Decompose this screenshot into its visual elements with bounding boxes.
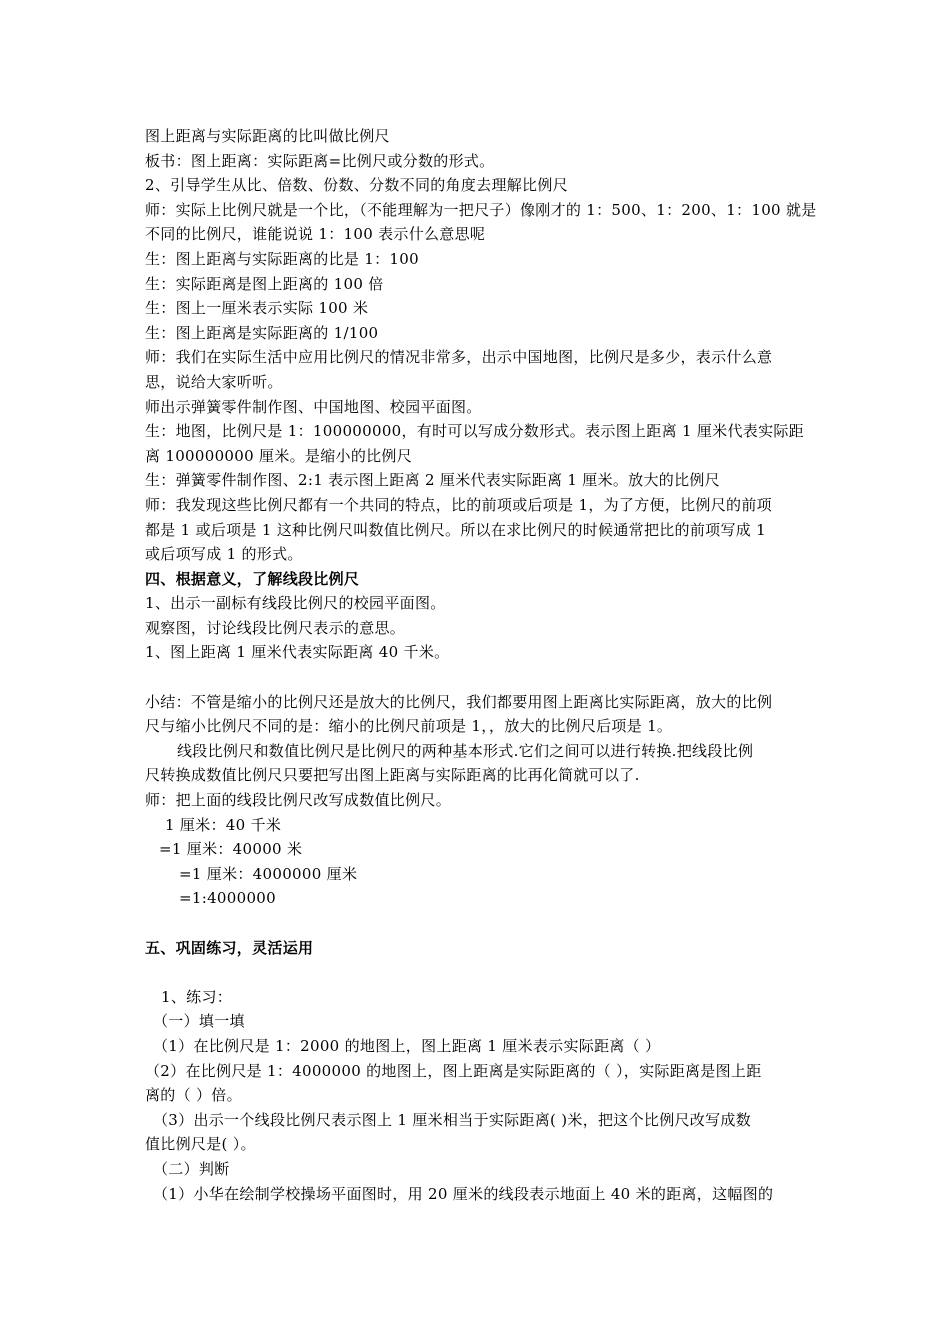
text-line: 师：我发现这些比例尺都有一个共同的特点，比的前项或后项是 1，为了方便，比例尺的前项 xyxy=(145,495,772,514)
blank-line xyxy=(145,911,810,936)
text-line: （3）出示一个线段比例尺表示图上 1 厘米相当于实际距离( )米，把这个比例尺改写成数 xyxy=(153,1110,751,1129)
blank-line xyxy=(145,665,810,690)
text-line: 观察图，讨论线段比例尺表示的意思。 xyxy=(145,618,406,637)
text-line: 都是 1 或后项是 1 这种比例尺叫数值比例尺。所以在求比例尺的时候通常把比的前项写成 1 xyxy=(145,520,766,539)
text-line: 小结：不管是缩小的比例尺还是放大的比例尺，我们都要用图上距离比实际距离，放大的比例 xyxy=(145,692,773,711)
blank-line xyxy=(145,960,810,985)
text-line: 1、练习： xyxy=(161,987,233,1006)
text-line: 生：图上距离与实际距离的比是 1：100 xyxy=(145,249,419,268)
text-line: 1、出示一副标有线段比例尺的校园平面图。 xyxy=(145,594,446,613)
text-line: 1、图上距离 1 厘米代表实际距离 40 千米。 xyxy=(145,643,450,662)
text-line: 生：弹簧零件制作图、2:1 表示图上距离 2 厘米代表实际距离 1 厘米。放大的比例尺 xyxy=(145,471,720,490)
text-line: 生：图上距离是实际距离的 1/100 xyxy=(145,323,379,342)
text-line: 值比例尺是( ）。 xyxy=(145,1135,256,1154)
section-heading: 五、巩固练习，灵活运用 xyxy=(145,938,314,957)
text-line: 离的（ ）倍。 xyxy=(145,1086,242,1105)
text-line: （1）小华在绘制学校操场平面图时，用 20 厘米的线段表示地面上 40 米的距离，这幅图的 xyxy=(153,1184,774,1203)
calculation-line: =1 厘米：40000 米 xyxy=(159,840,303,859)
text-line: 师：我们在实际生活中应用比例尺的情况非常多，出示中国地图，比例尺是多少，表示什么意 xyxy=(145,348,773,367)
text-line: 2、引导学生从比、倍数、份数、分数不同的角度去理解比例尺 xyxy=(145,176,568,195)
section-heading: 四、根据意义，了解线段比例尺 xyxy=(145,569,360,588)
text-line: （二）判断 xyxy=(153,1159,230,1178)
calculation-line: =1:4000000 xyxy=(179,889,276,908)
document-body xyxy=(145,124,817,1206)
text-line: 不同的比例尺，谁能说说 1：100 表示什么意思呢 xyxy=(145,225,486,244)
text-line: 生：实际距离是图上距离的 100 倍 xyxy=(145,274,384,293)
calculation-line: 1 厘米：40 千米 xyxy=(165,815,282,834)
calculation-line: =1 厘米：4000000 厘米 xyxy=(179,864,358,883)
text-line: （2）在比例尺是 1：4000000 的地图上，图上距离是实际距离的（ ），实际距离是图上距 xyxy=(145,1061,762,1080)
text-line: 生：图上一厘米表示实际 100 米 xyxy=(145,299,369,318)
text-line: （1）在比例尺是 1：2000 的地图上，图上距离 1 厘米表示实际距离（ ） xyxy=(153,1036,661,1055)
text-line: 离 100000000 厘米。是缩小的比例尺 xyxy=(145,446,413,465)
text-line: 或后项写成 1 的形式。 xyxy=(145,545,303,564)
text-line: （一）填一填 xyxy=(153,1012,245,1031)
text-line: 板书：图上距离：实际距离=比例尺或分数的形式。 xyxy=(145,151,495,170)
text-line: 师出示弹簧零件制作图、中国地图、校园平面图。 xyxy=(145,397,482,416)
text-line: 师：把上面的线段比例尺改写成数值比例尺。 xyxy=(145,791,452,810)
text-line: 线段比例尺和数值比例尺是比例尺的两种基本形式.它们之间可以进行转换.把线段比例 xyxy=(177,741,754,760)
text-line: 尺转换成数值比例尺只要把写出图上距离与实际距离的比再化简就可以了. xyxy=(145,766,640,785)
text-line: 思，说给大家听听。 xyxy=(145,372,283,391)
text-line: 生：地图，比例尺是 1：100000000，有时可以写成分数形式。表示图上距离 1 厘米代表实际距 xyxy=(145,422,804,441)
text-line: 图上距离与实际距离的比叫做比例尺 xyxy=(145,127,390,145)
text-line: 尺与缩小比例尺不同的是：缩小的比例尺前项是 1，，放大的比例尺后项是 1。 xyxy=(145,717,673,736)
text-line: 师：实际上比例尺就是一个比，（不能理解为一把尺子）像刚才的 1：500、1：200、1：100 就是 xyxy=(145,200,817,219)
